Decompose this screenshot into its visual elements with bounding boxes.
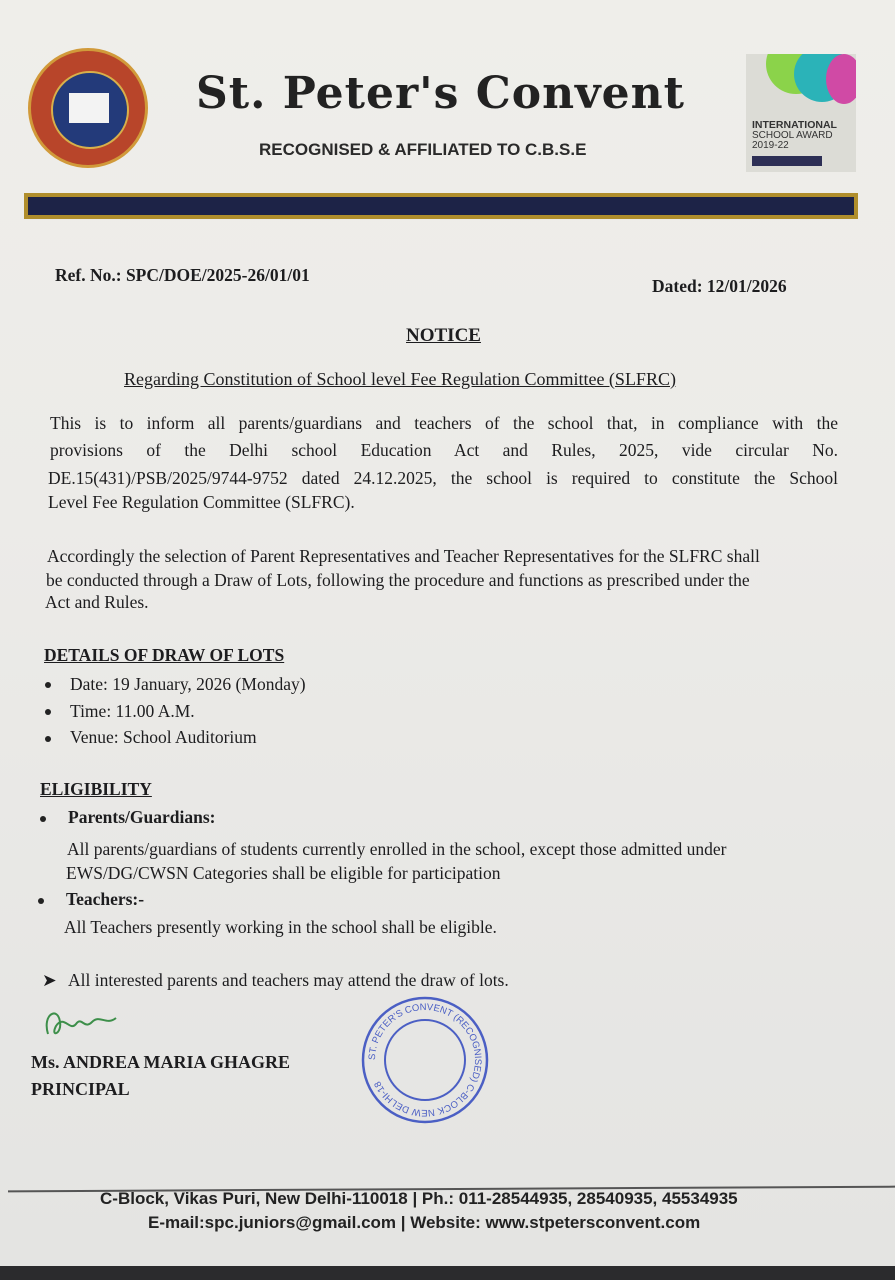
book-icon [69,93,109,123]
signatory-name: Ms. ANDREA MARIA GHAGRE [31,1052,291,1072]
details-item-date: Date: 19 January, 2026 (Monday) [70,674,306,694]
details-item-time: Time: 11.00 A.M. [70,701,195,721]
notice-subject: Regarding Constitution of School level Fee Regulation Committee (SLFRC) [124,369,676,389]
school-stamp [360,995,490,1125]
bullet-icon [40,816,46,822]
header-divider-band [24,193,858,219]
footer-address: C-Block, Vikas Puri, New Delhi-110018 | Ph.: 011-28544935, 28540935, 45534935 [100,1189,738,1208]
eligibility-heading: ELIGIBILITY [40,779,152,799]
bullet-icon [45,682,51,688]
principal-signature [40,1004,120,1044]
arrow-bullet-icon: ➤ [42,970,57,990]
para2-line: be conducted through a Draw of Lots, following the procedure and functions as prescribed under the [46,570,750,590]
notice-heading: NOTICE [406,325,481,346]
para1-line: This is to inform all parents/guardians and teachers of the school that, in compliance with the [50,413,838,433]
stamp-text: ST. PETER'S CONVENT (RECOGNISED) C-BLOCK NEW DELHI-18 [366,1001,484,1119]
award-line-3: 2019-22 [752,140,789,151]
closing-note: All interested parents and teachers may attend the draw of lots. [68,970,509,990]
eligibility-teachers-text: All Teachers presently working in the school shall be eligible. [64,917,497,937]
eligibility-parents-title: Parents/Guardians: [68,807,216,827]
details-item-venue: Venue: School Auditorium [70,727,257,747]
details-heading: DETAILS OF DRAW OF LOTS [44,645,285,665]
bullet-icon [38,898,44,904]
school-name: St. Peter's Convent [196,68,685,119]
eligibility-parents-text: EWS/DG/CWSN Categories shall be eligible for participation [66,863,501,883]
para2-line: Accordingly the selection of Parent Representatives and Teacher Representatives for the SLFRC shall [47,546,760,566]
background-edge [0,1266,895,1280]
notice-date: Dated: 12/01/2026 [652,276,787,296]
bullet-icon [45,736,51,742]
footer-contact: E-mail:spc.juniors@gmail.com | Website: www.stpetersconvent.com [148,1213,701,1232]
award-line-1: INTERNATIONAL [752,119,837,131]
school-logo [28,48,148,168]
reference-number: Ref. No.: SPC/DOE/2025-26/01/01 [55,265,310,285]
para2-line: Act and Rules. [45,592,149,612]
para1-line: DE.15(431)/PSB/2025/9744-9752 dated 24.12.2025, the school is required to constitute the School [48,468,838,488]
signatory-title: PRINCIPAL [31,1079,130,1099]
affiliation-tagline: RECOGNISED & AFFILIATED TO C.B.S.E [259,140,587,159]
para1-line: Level Fee Regulation Committee (SLFRC). [48,492,355,512]
eligibility-parents-text: All parents/guardians of students currently enrolled in the school, except those admitted under [67,839,727,859]
international-school-award-badge [746,54,856,172]
para1-line: provisions of the Delhi school Education Act and Rules, 2025, vide circular No. [50,440,838,460]
award-line-2: SCHOOL AWARD [752,130,833,141]
bullet-icon [45,709,51,715]
eligibility-teachers-title: Teachers:- [66,889,145,909]
